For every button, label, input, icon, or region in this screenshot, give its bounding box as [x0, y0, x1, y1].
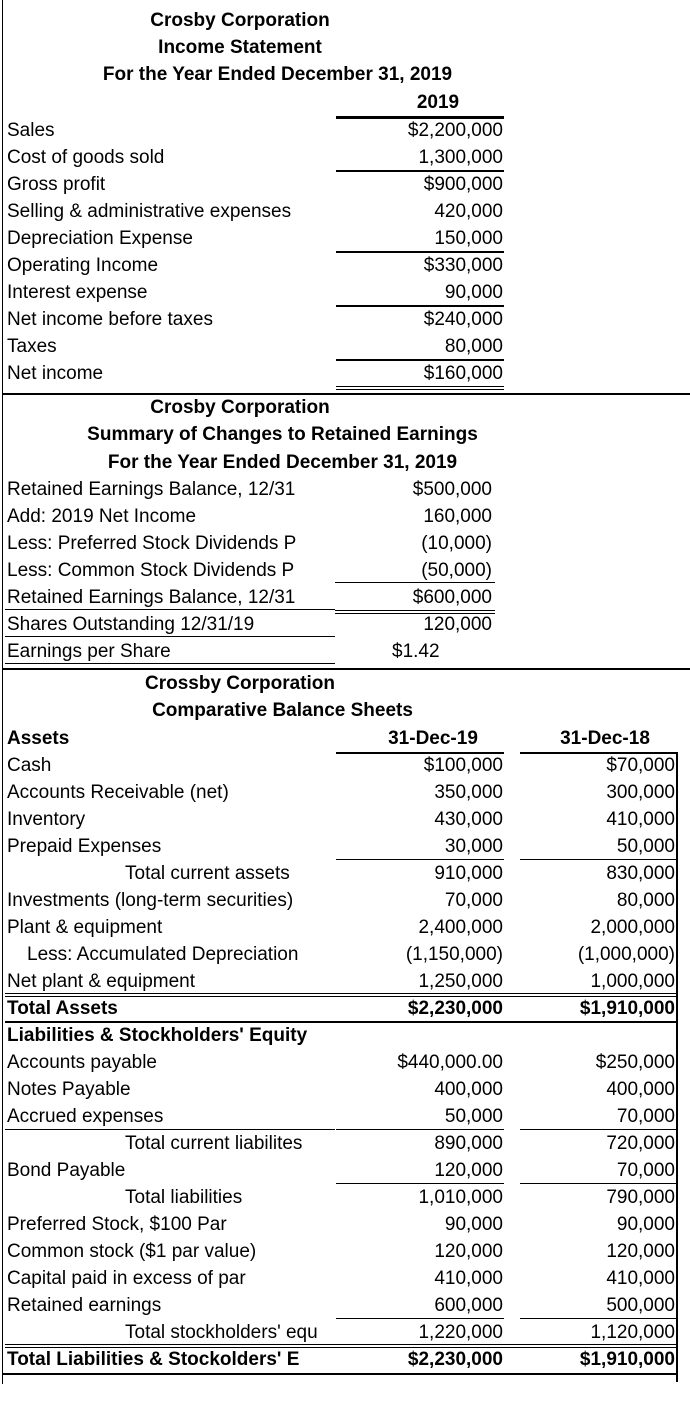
bs-liability-v19: 90,000: [444, 1214, 503, 1235]
re-row-label: Shares Outstanding 12/31/19: [7, 614, 255, 635]
bs-liability-v19: 1,220,000: [418, 1322, 503, 1343]
bs-asset-v19: 1,250,000: [418, 971, 503, 992]
re-double-line: [335, 613, 495, 614]
bs-liability-label: Accounts payable: [7, 1052, 157, 1073]
bs-liability-v19: 890,000: [434, 1133, 503, 1154]
bs-asset-v19: $100,000: [423, 755, 503, 776]
bs-asset-v19: 350,000: [434, 782, 503, 803]
bs-asset-v19: 70,000: [444, 890, 503, 911]
bs-asset-label: Inventory: [7, 809, 86, 830]
is-row-label: Cost of goods sold: [7, 147, 165, 168]
bs-company: Crossby Corporation: [144, 673, 336, 694]
bs-liability-label: Bond Payable: [7, 1160, 126, 1181]
is-row-label: Sales: [7, 120, 55, 141]
is-row-value: $160,000: [423, 363, 503, 384]
re-row-value: 160,000: [423, 506, 492, 527]
bs-asset-label: Net plant & equipment: [7, 971, 196, 992]
bs-liability-label: Total stockholders' equ: [125, 1322, 318, 1343]
re-label-line: [5, 663, 335, 664]
bs-final-double-line: [5, 1344, 677, 1345]
re-row-value: $600,000: [412, 587, 492, 608]
bs-liability-label: Capital paid in excess of par: [7, 1268, 246, 1289]
bs-liability-v19: 120,000: [434, 1241, 503, 1262]
re-row-value: $1.42: [392, 641, 440, 662]
re-row-value: $500,000: [412, 479, 492, 500]
bs-asset-v18: 2,000,000: [590, 917, 675, 938]
bs-liability-v18: 500,000: [606, 1295, 675, 1316]
is-total-double-line: [336, 389, 504, 390]
bs-asset-label: Total Assets: [7, 998, 118, 1019]
bs-liability-v19: 1,010,000: [418, 1187, 503, 1208]
is-row-value: $330,000: [423, 255, 503, 276]
bs-asset-v18: 50,000: [616, 836, 675, 857]
is-row-label: Interest expense: [7, 282, 148, 303]
is-title: Income Statement: [158, 37, 322, 58]
bs-liability-label: Total Liabilities & Stockolders' E: [7, 1349, 300, 1370]
is-row-label: Depreciation Expense: [7, 228, 193, 249]
re-row-value: (50,000): [421, 560, 492, 581]
bs-asset-label: Cash: [7, 755, 52, 776]
bs-asset-v18: (1,000,000): [577, 944, 675, 965]
bs-asset-label: Total current assets: [125, 863, 290, 884]
bs-asset-v18: 1,000,000: [590, 971, 675, 992]
bs-asset-v18: $70,000: [606, 755, 675, 776]
bs-liability-v18: $1,910,000: [579, 1349, 675, 1370]
is-row-label: Taxes: [7, 336, 57, 357]
re-row-label: Less: Common Stock Dividends P: [7, 560, 295, 581]
bs-title: Comparative Balance Sheets: [152, 700, 413, 721]
bs-liability-v19: $2,230,000: [407, 1349, 503, 1370]
bs-liability-subtotal-line: [520, 1318, 676, 1319]
bs-label-line: [5, 1129, 335, 1130]
is-row-value: 420,000: [434, 201, 503, 222]
bs-liability-label: Common stock ($1 par value): [7, 1241, 257, 1262]
bs-liability-label: Total current liabilites: [125, 1133, 303, 1154]
bs-liability-label: Total liabilities: [125, 1187, 243, 1208]
is-row-label: Selling & administrative expenses: [7, 201, 292, 222]
bs-liability-v19: $440,000.00: [397, 1052, 503, 1073]
re-company: Crosby Corporation: [150, 397, 330, 418]
bs-liability-label: Retained earnings: [7, 1295, 162, 1316]
bs-liability-v19: 120,000: [434, 1160, 503, 1181]
is-row-value: 150,000: [434, 228, 503, 249]
bs-liability-v18: 400,000: [606, 1079, 675, 1100]
bs-liability-v19: 410,000: [434, 1268, 503, 1289]
re-period: For the Year Ended December 31, 2019: [107, 452, 458, 473]
bs-assets-header: Assets: [7, 728, 70, 749]
bs-asset-v18: 410,000: [606, 809, 675, 830]
bs-liability-subtotal-line: [336, 1318, 504, 1319]
is-subtotal-line: [336, 251, 504, 253]
bs-final-double-line: [5, 1347, 677, 1348]
bs-total-assets-double-line: [5, 996, 677, 997]
bs-asset-label: Less: Accumulated Depreciation: [27, 944, 299, 965]
re-label-line: [5, 609, 335, 610]
is-row-label: Net income before taxes: [7, 309, 213, 330]
bs-liability-v18: 1,120,000: [590, 1322, 675, 1343]
re-label-line: [5, 636, 335, 637]
is-row-value: 80,000: [444, 336, 503, 357]
bs-asset-label: Investments (long-term securities): [7, 890, 294, 911]
bs-liability-label: Accrued expenses: [7, 1106, 164, 1127]
bs-liability-subtotal-line: [336, 1129, 504, 1130]
is-subtotal-line: [336, 359, 504, 361]
bs-asset-v18: $1,910,000: [579, 998, 675, 1019]
re-row-label: Retained Earnings Balance, 12/31: [7, 479, 296, 500]
bs-liability-subtotal-line: [520, 1183, 676, 1184]
bs-asset-v19: 2,400,000: [418, 917, 503, 938]
bs-right-border: [676, 752, 678, 1382]
bs-liability-v18: 410,000: [606, 1268, 675, 1289]
bs-asset-label: Plant & equipment: [7, 917, 163, 938]
bs-asset-v18: 80,000: [616, 890, 675, 911]
re-row-value: (10,000): [421, 533, 492, 554]
bs-liability-label: Preferred Stock, $100 Par: [7, 1214, 227, 1235]
is-row-value: 1,300,000: [418, 147, 503, 168]
bs-asset-v19: 30,000: [444, 836, 503, 857]
bs-liability-v18: 120,000: [606, 1241, 675, 1262]
bs-asset-subtotal-line: [336, 859, 504, 860]
bs-asset-label: Prepaid Expenses: [7, 836, 162, 857]
is-row-value: $2,200,000: [407, 120, 503, 141]
is-row-value: 90,000: [444, 282, 503, 303]
re-subtotal-line: [335, 582, 495, 583]
re-double-line: [335, 610, 495, 611]
bs-total-assets-double-line: [5, 993, 677, 994]
bs-liability-subtotal-line: [520, 1129, 676, 1130]
bs-bottom-border: [2, 1373, 678, 1375]
is-row-value: $900,000: [423, 174, 503, 195]
bs-liability-v18: 790,000: [606, 1187, 675, 1208]
bs-liability-v19: 50,000: [444, 1106, 503, 1127]
is-row-label: Gross profit: [7, 174, 106, 195]
bs-asset-v19: (1,150,000): [405, 944, 503, 965]
bs-asset-subtotal-line: [520, 859, 676, 860]
is-company: Crosby Corporation: [150, 10, 330, 31]
bs-liability-subtotal-line: [336, 1183, 504, 1184]
is-row-value: $240,000: [423, 309, 503, 330]
is-subtotal-line: [336, 305, 504, 307]
bs-liability-v18: 90,000: [616, 1214, 675, 1235]
bs-asset-v18: 830,000: [606, 863, 675, 884]
bs-asset-v19: $2,230,000: [407, 998, 503, 1019]
bs-asset-v19: 430,000: [434, 809, 503, 830]
re-row-label: Retained Earnings Balance, 12/31: [7, 587, 296, 608]
re-row-label: Earnings per Share: [7, 641, 171, 662]
bs-asset-label: Accounts Receivable (net): [7, 782, 229, 803]
bs-col1-header: 31-Dec-19: [388, 728, 478, 749]
bs-liability-v18: 720,000: [606, 1133, 675, 1154]
bs-liability-v18: 70,000: [616, 1160, 675, 1181]
is-period: For the Year Ended December 31, 2019: [102, 64, 453, 85]
bs-col2-header: 31-Dec-18: [560, 728, 650, 749]
re-row-value: 120,000: [423, 614, 492, 635]
bs-asset-v18: 300,000: [606, 782, 675, 803]
bs-liability-v18: $250,000: [595, 1052, 675, 1073]
bs-liability-v19: 600,000: [434, 1295, 503, 1316]
bs-liability-v18: 70,000: [616, 1106, 675, 1127]
re-row-label: Add: 2019 Net Income: [7, 506, 197, 527]
is-subtotal-line: [336, 170, 504, 172]
bs-liability-v19: 400,000: [434, 1079, 503, 1100]
sheet-left-border: [2, 0, 3, 1384]
is-column-header: 2019: [416, 92, 460, 113]
re-title: Summary of Changes to Retained Earnings: [87, 424, 478, 445]
is-row-label: Operating Income: [7, 255, 159, 276]
is-row-label: Net income: [7, 363, 104, 384]
re-row-label: Less: Preferred Stock Dividends P: [7, 533, 297, 554]
bs-liabilities-header: Liabilities & Stockholders' Equity: [7, 1025, 308, 1046]
is-total-double-line: [336, 386, 504, 387]
bs-asset-v19: 910,000: [434, 863, 503, 884]
bs-liability-label: Notes Payable: [7, 1079, 131, 1100]
